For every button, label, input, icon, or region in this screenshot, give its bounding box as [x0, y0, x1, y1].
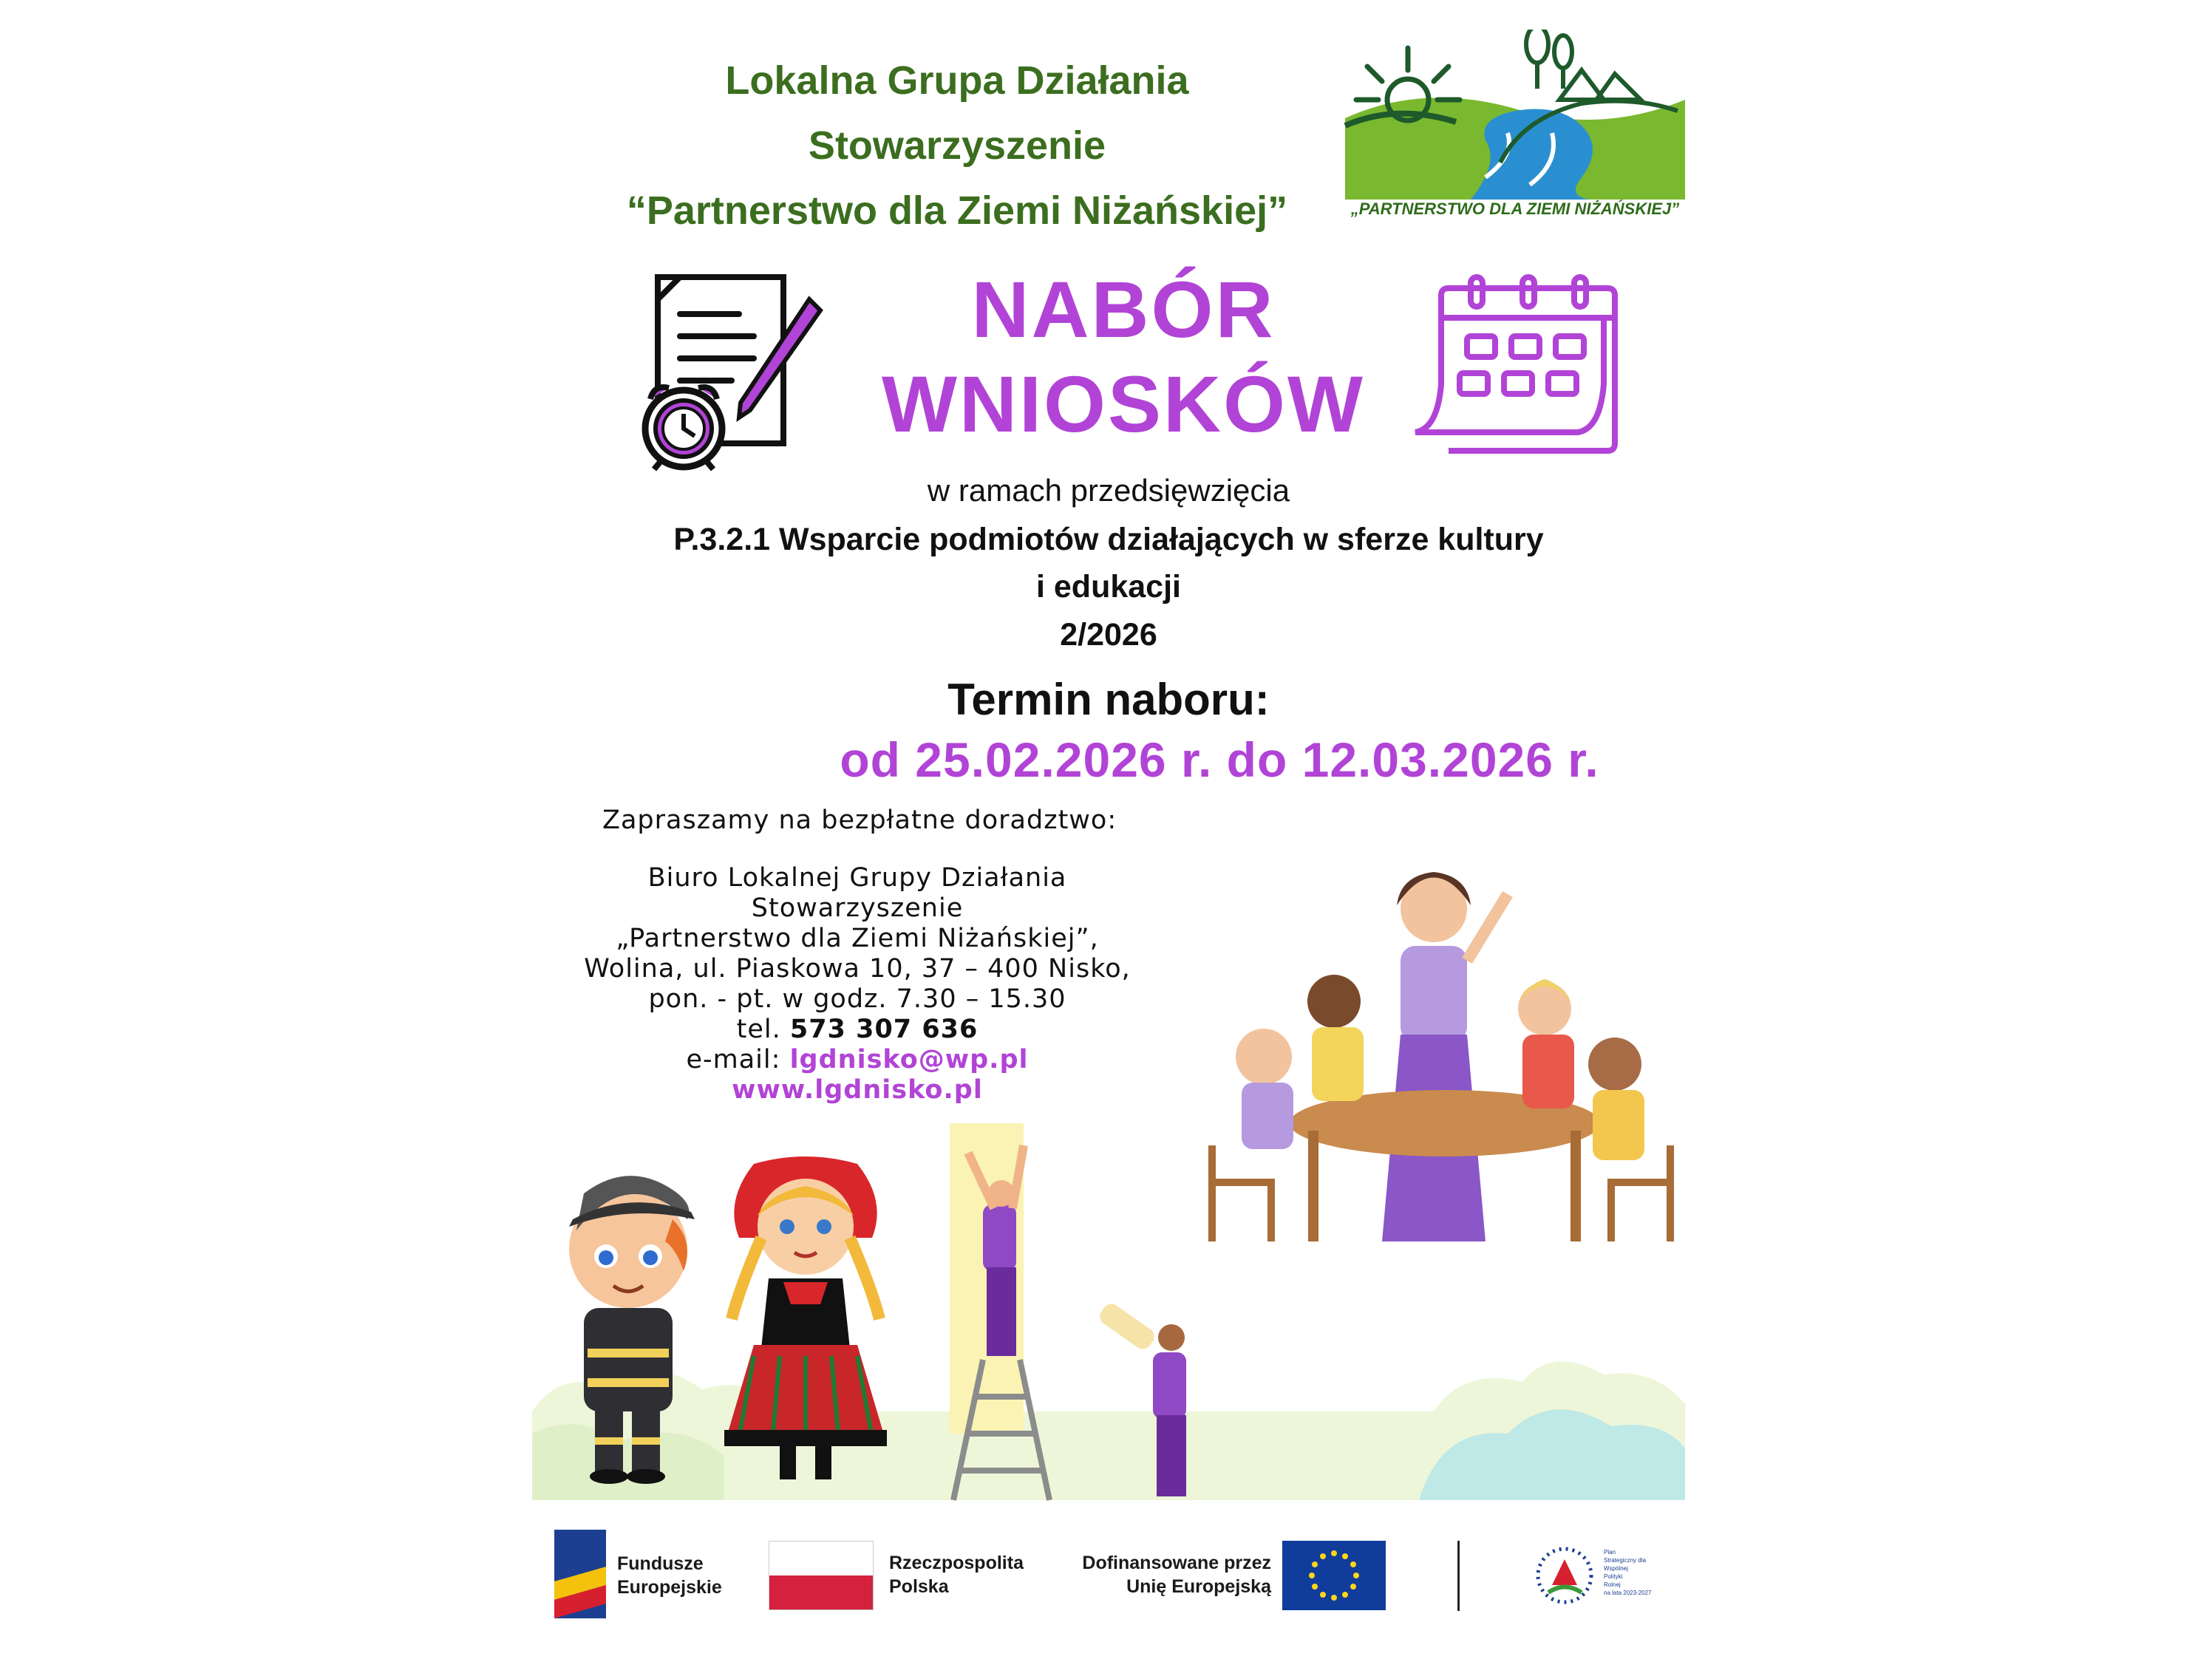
teacher-children-illustration — [1197, 865, 1685, 1293]
rp-line-2: Polska — [889, 1576, 949, 1597]
plan-strategiczny-logo — [1530, 1541, 1678, 1615]
rzeczpospolita-polska-logo — [769, 1541, 1042, 1615]
footer-divider — [1457, 1541, 1460, 1611]
painters-illustration — [939, 1123, 1234, 1508]
psp-line-6: na lata 2023-2027 — [1604, 1590, 1652, 1596]
calendar-icon — [1408, 273, 1630, 458]
header-organization — [606, 48, 1308, 243]
fe-line-1: Fundusze — [617, 1553, 704, 1574]
email-row — [547, 1045, 1168, 1075]
folk-costume-girl-illustration — [709, 1156, 902, 1489]
rp-line-1: Rzeczpospolita — [889, 1553, 1024, 1573]
deadline-label: Termin naboru: — [947, 675, 1270, 724]
polish-flag-icon — [769, 1541, 874, 1610]
website-link[interactable]: www.lgdnisko.pl — [732, 1075, 983, 1105]
office-hours: pon. - pt. w godz. 7.30 – 15.30 — [648, 984, 1066, 1014]
consultation-invite: Zapraszamy na bezpłatne doradztwo: — [602, 805, 1117, 835]
psp-line-4: Polityki — [1604, 1573, 1623, 1580]
psp-line-3: Wspólnej — [1604, 1565, 1628, 1572]
document-clock-pencil-icon — [621, 270, 828, 477]
contact-block — [547, 863, 1168, 1106]
fe-flag-icon — [554, 1530, 606, 1618]
header-line-1: Lokalna Grupa Działania — [725, 58, 1189, 103]
phone-number[interactable]: 573 307 636 — [789, 1015, 979, 1044]
email-label: e-mail: — [686, 1045, 781, 1074]
phone-label: tel. — [736, 1015, 781, 1044]
program-name-line-1: P.3.2.1 Wsparcie podmiotów działających w sferze kultury — [673, 522, 1544, 557]
psp-emblem-icon — [1530, 1541, 1600, 1611]
psp-line-1: Plan — [1604, 1549, 1616, 1556]
eu-label — [1064, 1551, 1271, 1598]
eu-line-2: Unię Europejską — [1126, 1576, 1271, 1597]
header-line-2: Stowarzyszenie — [808, 123, 1106, 168]
email-link[interactable]: lgdnisko@wp.pl — [789, 1045, 1029, 1074]
fundusze-europejskie-logo — [554, 1530, 746, 1618]
eu-line-1: Dofinansowane przez — [1082, 1553, 1271, 1573]
office-name-line-2: Stowarzyszenie — [751, 893, 964, 923]
title-line-1: NABÓR — [971, 265, 1276, 354]
eu-flag-icon — [1282, 1541, 1386, 1610]
office-name-line-1: Biuro Lokalnej Grupy Działania — [647, 863, 1067, 893]
firefighter-boy-illustration — [547, 1160, 709, 1485]
logo-caption: „PARTNERSTWO DLA ZIEMI NIŻAŃSKIEJ” — [1350, 200, 1680, 218]
psp-line-5: Rolnej — [1604, 1581, 1621, 1588]
rp-label — [889, 1551, 1024, 1598]
psp-line-2: Strategiczny dla — [1604, 1557, 1646, 1564]
program-number: 2/2026 — [1060, 617, 1157, 653]
fe-line-2: Europejskie — [617, 1577, 722, 1598]
program-name-line-2: i edukacji — [1036, 569, 1181, 604]
page-title — [828, 262, 1419, 452]
office-name-line-3: „Partnerstwo dla Ziemi Niżańskiej”, — [616, 924, 1099, 953]
landscape-logo-icon — [1338, 30, 1700, 203]
phone-row — [547, 1015, 1168, 1045]
program-intro: w ramach przedsięwzięcia — [927, 473, 1290, 508]
lgd-logo — [1338, 30, 1700, 203]
psp-label — [1604, 1548, 1652, 1597]
fe-label — [617, 1552, 722, 1599]
office-address: Wolina, ul. Piaskowa 10, 37 – 400 Nisko, — [584, 954, 1131, 984]
deadline-dates: od 25.02.2026 r. do 12.03.2026 r. — [840, 732, 1599, 787]
header-line-3: “Partnerstwo dla Ziemi Niżańskiej” — [626, 188, 1288, 233]
title-line-2: WNIOSKÓW — [882, 359, 1365, 449]
eu-cofinanced-logo — [1064, 1541, 1397, 1615]
